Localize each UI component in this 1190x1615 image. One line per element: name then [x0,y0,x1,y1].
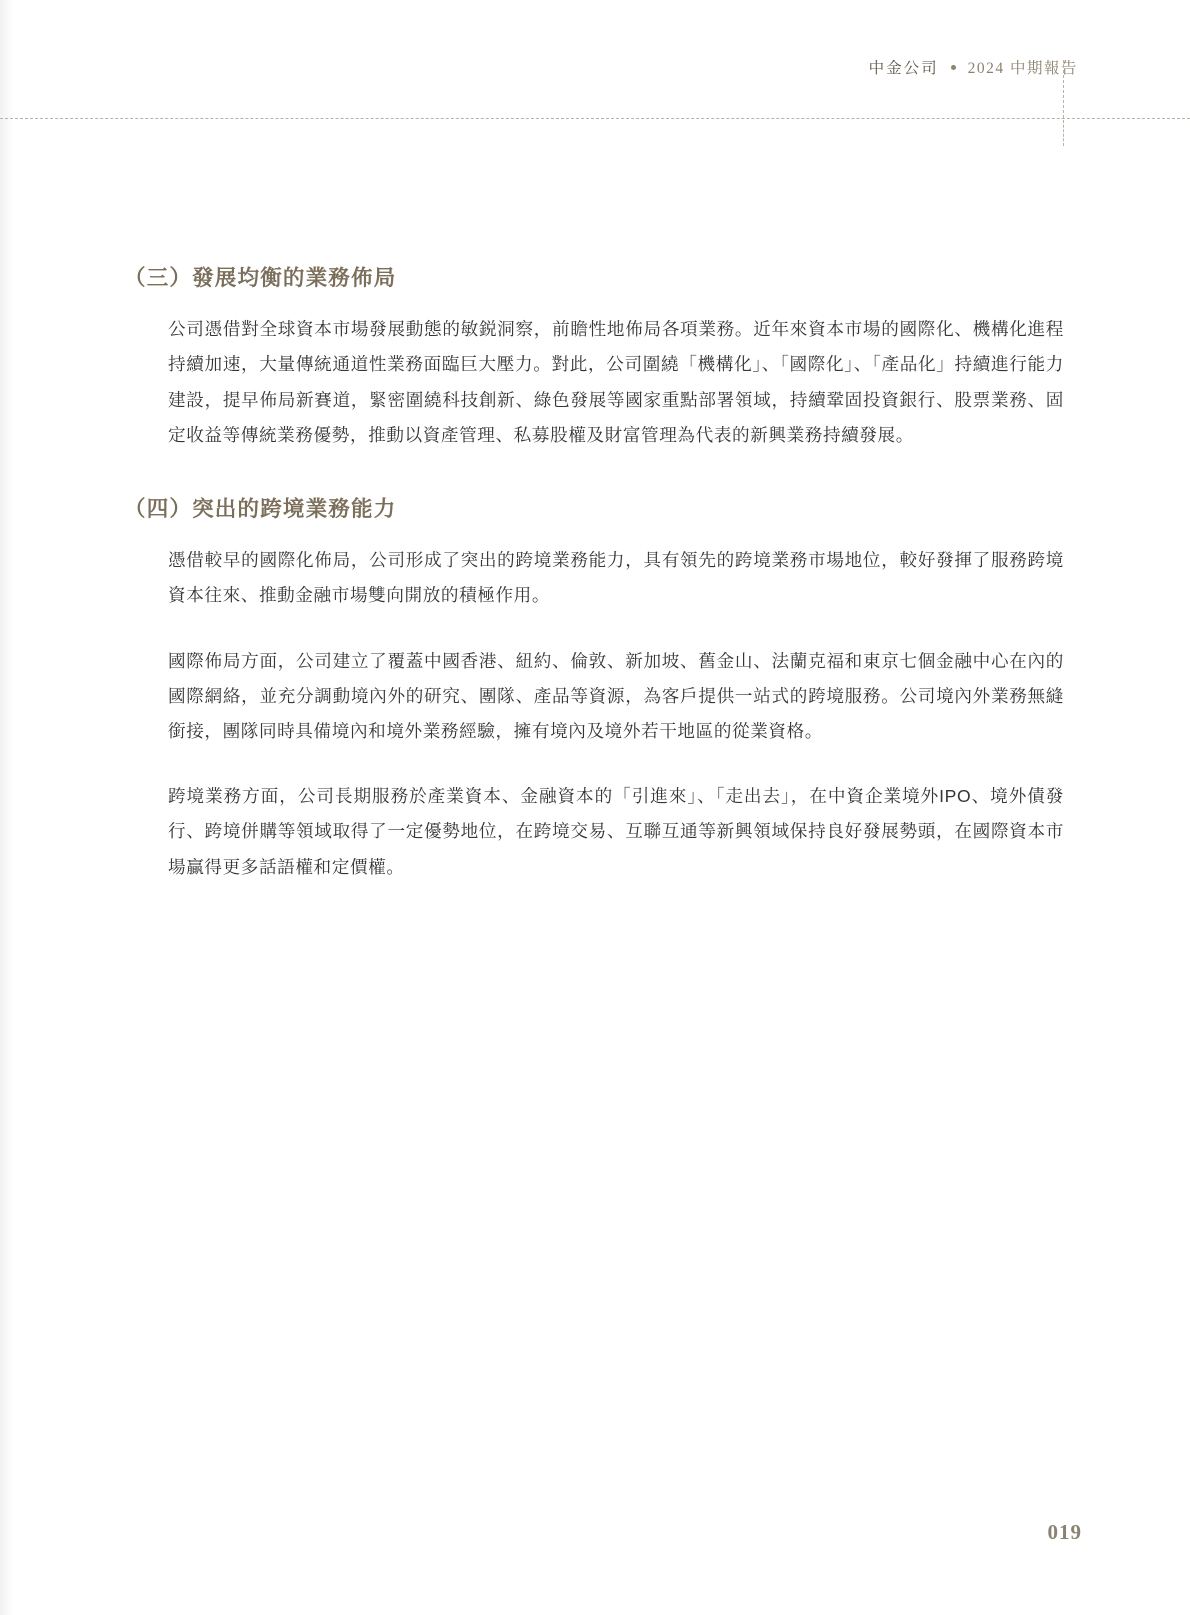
header-company-name: 中金公司 [868,60,939,77]
page-number: 019 [1047,1520,1082,1544]
header-separator-dot [951,65,956,70]
section-heading: （四）突出的跨境業務能力 [124,497,397,521]
paragraph: 憑借較早的國際化佈局，公司形成了突出的跨境業務能力，具有領先的跨境業務市場地位，較好發揮了服務跨境資本往來、推動金融市場雙向開放的積極作用。 [168,550,1064,606]
header-report-title: 2024 中期報告 [967,60,1078,77]
header-divider-tick-upper [1063,60,1064,118]
paragraph: 國際佈局方面，公司建立了覆蓋中國香港、紐約、倫敦、新加坡、舊金山、法蘭克福和東京七個金融中心在內的國際網絡，並充分調動境內外的研究、團隊、產品等資源，為客戶提供一站式的跨境服務。公司境內外業務無縫銜接，團隊同時具備境內和境外業務經驗，擁有境內及境外若干地區的從業資格。 [168,650,1064,741]
paragraph: 跨境業務方面，公司長期服務於產業資本、金融資本的「引進來」、「走出去」，在中資企業境外IPO、境外債發行、跨境併購等領域取得了一定優勢地位，在跨境交易、互聯互通等新興領域保持良好發展勢頭，在國際資本市場贏得更多話語權和定價權。 [168,786,1064,877]
running-header [869,56,1078,78]
page-content [124,262,1064,891]
page-edge-shadow [0,0,14,1615]
section-heading: （三）發展均衡的業務佈局 [124,266,397,290]
header-divider [0,118,1190,120]
section-balanced-business-layout [124,262,1064,453]
header-divider-line [0,118,1190,119]
section-cross-border-capability [124,493,1064,885]
header-divider-tick-lower [1063,120,1064,146]
paragraph: 公司憑借對全球資本市場發展動態的敏鋭洞察，前瞻性地佈局各項業務。近年來資本市場的國際化、機構化進程持續加速，大量傳統通道性業務面臨巨大壓力。對此，公司圍繞「機構化」、「國際化」、「產品化」持續進行能力建設，提早佈局新賽道，緊密圍繞科技創新、綠色發展等國家重點部署領域，持續鞏固投資銀行、股票業務、固定收益等傳統業務優勢，推動以資產管理、私募股權及財富管理為代表的新興業務持續發展。 [168,319,1064,445]
